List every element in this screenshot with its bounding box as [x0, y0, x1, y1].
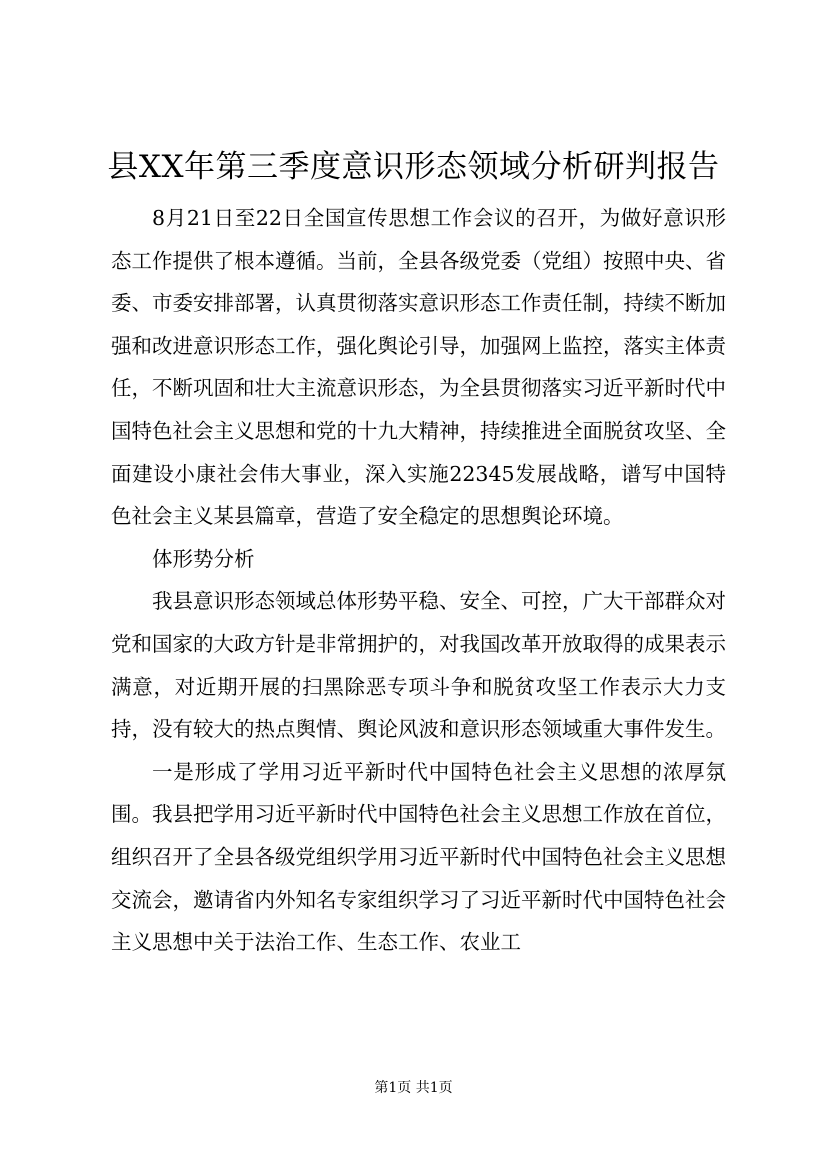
- document-body: [111, 197, 726, 964]
- paragraph-overall-situation: 我县意识形态领域总体形势平稳、安全、可控，广大干部群众对党和国家的大政方针是非常拥护的，对我国改革开放取得的成果表示满意，对近期开展的扫黑除恶专项斗争和脱贫攻坚工作表示大力支持，没有较大的热点舆情、舆论风波和意识形态领域重大事件发生。: [111, 589, 726, 742]
- page-number-footer: 第1页 共1页: [374, 1080, 453, 1096]
- paragraph-point-one: 一是形成了学用习近平新时代中国特色社会主义思想的浓厚氛围。我县把学用习近平新时代中国特色社会主义思想工作放在首位，组织召开了全县各级党组织学用习近平新时代中国特色社会主义思想交流会，邀请省内外知名专家组织学习了习近平新时代中国特色社会主义思想中关于法治工作、生态工作、农业工: [111, 759, 726, 955]
- document-title: 县XX年第三季度意识形态领域分析研判报告: [107, 149, 720, 185]
- paragraph-intro: 8月21日至22日全国宣传思想工作会议的召开，为做好意识形态工作提供了根本遵循。当前，全县各级党委（党组）按照中央、省委、市委安排部署，认真贯彻落实意识形态工作责任制，持续不断加强和改进意识形态工作，强化舆论引导，加强网上监控，落实主体责任，不断巩固和壮大主流意识形态，为全县贯彻落实习近平新时代中国特色社会主义思想和党的十九大精神，持续推进全面脱贫攻坚、全面建设小康社会伟大事业，深入实施22345发展战略，谱写中国特色社会主义某县篇章，营造了安全稳定的思想舆论环境。: [111, 206, 726, 529]
- section-heading: 体形势分析: [152, 546, 255, 571]
